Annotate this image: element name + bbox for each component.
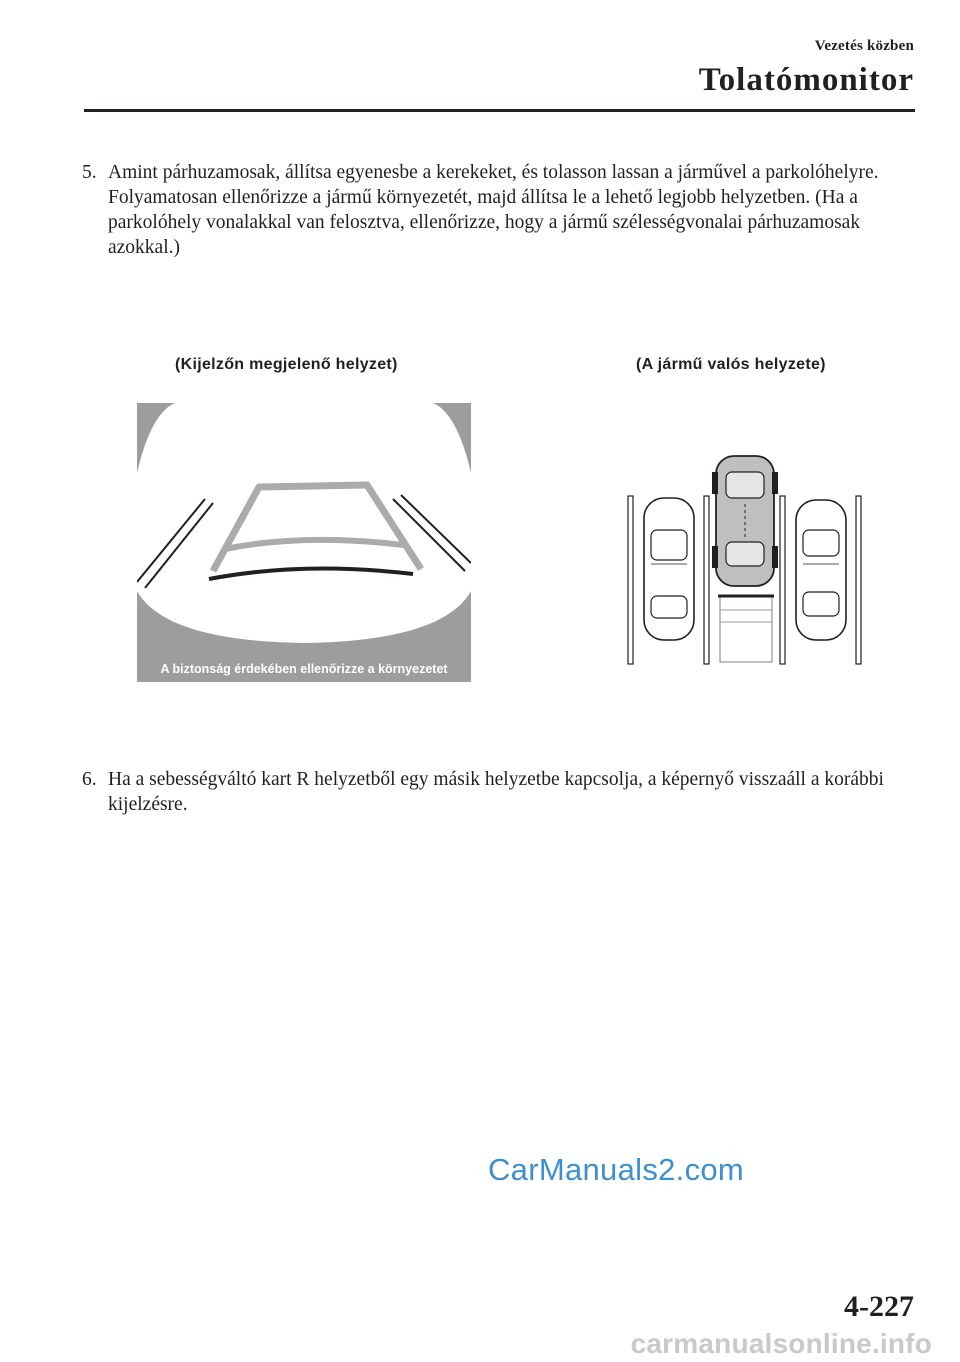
- parked-car-right: [796, 500, 846, 640]
- step-5: [82, 160, 912, 260]
- page-title: Tolatómonitor: [698, 62, 914, 98]
- parking-space-outline: [720, 596, 772, 662]
- figure-left-label: (Kijelzőn megjelenő helyzet): [175, 356, 398, 373]
- parking-line-far-right: [856, 496, 861, 664]
- parking-line-far-left: [628, 496, 633, 664]
- top-view-diagram: [600, 446, 880, 666]
- step-number: 6.: [82, 769, 97, 790]
- page-number: 4-227: [844, 1290, 914, 1323]
- parked-car-left: [644, 498, 694, 640]
- footer-url: carmanualsonline.info: [630, 1328, 932, 1359]
- parking-line-center-right: [780, 496, 785, 664]
- watermark-logo: CarManuals2.com: [488, 1152, 745, 1187]
- figure-right-label: (A jármű valós helyzete): [636, 356, 826, 373]
- rear-camera-screen: [137, 403, 471, 682]
- header-rule: [84, 109, 915, 112]
- parking-line-center-left: [704, 496, 709, 664]
- step-text: Amint párhuzamosak, állítsa egyenesbe a kerekeket, és tolasson lassan a járművel a parkolóhelyre. Folyamatosan ellenőrizze a jármű környezetét, majd állítsa le a lehető legjobb helyzetben. (Ha a parkolóhely vonalakkal van felosztva, ellenőrizze, hogy a jármű szélességvonalai párhuzamosak azokkal.): [108, 162, 879, 258]
- screen-caption: A biztonság érdekében ellenőrizze a környezetet: [160, 662, 448, 676]
- step-text: Ha a sebességváltó kart R helyzetből egy másik helyzetbe kapcsolja, a képernyő visszaáll a korábbi kijelzésre.: [108, 769, 884, 815]
- reversing-car: [712, 456, 778, 586]
- step-6: [82, 767, 912, 817]
- section-heading: Vezetés közben: [814, 38, 914, 54]
- step-number: 5.: [82, 162, 97, 183]
- camera-view-area: [137, 403, 471, 643]
